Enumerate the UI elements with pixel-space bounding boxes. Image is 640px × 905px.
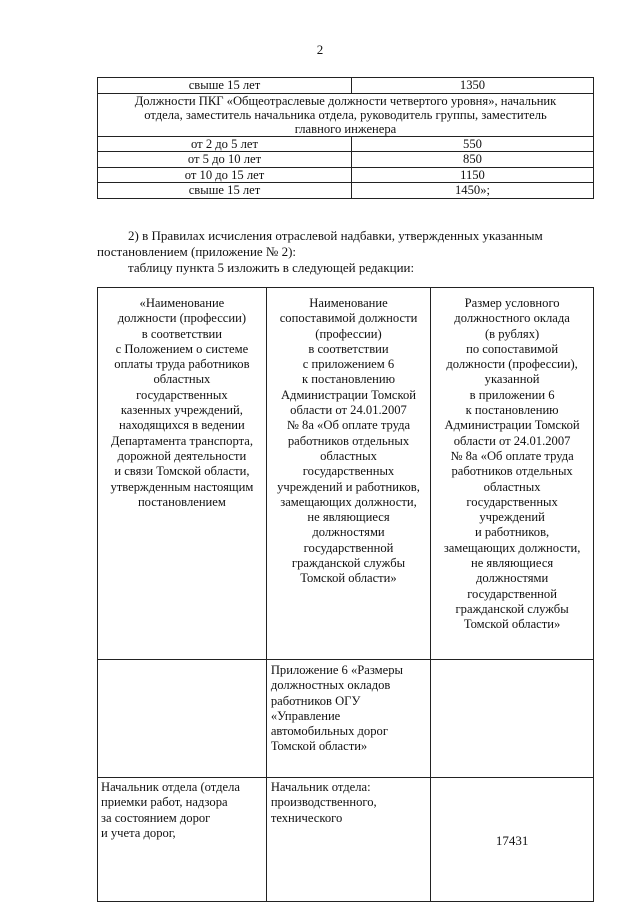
header-line: замещающих должности, bbox=[280, 494, 417, 509]
group-header-line: отдела, заместитель начальника отдела, руководитель группы, заместитель bbox=[144, 107, 547, 122]
header-line: должностного оклада bbox=[454, 311, 570, 326]
header-line: Наименование bbox=[309, 296, 388, 310]
header-line: должностями bbox=[475, 571, 549, 586]
comparable-position-cell bbox=[266, 778, 430, 902]
paragraph-line: 2) в Правилах исчисления отраслевой надбавки, утвержденных указанным bbox=[128, 228, 543, 243]
header-line: к постановлению bbox=[465, 403, 559, 418]
header-line: должности (профессии), bbox=[446, 357, 578, 372]
period-cell: свыше 15 лет bbox=[98, 78, 352, 94]
amount-cell: 1150 bbox=[352, 167, 594, 183]
header-line: гражданской службы bbox=[291, 556, 406, 571]
header-line: № 8а «Об оплате труда bbox=[286, 418, 411, 433]
table-header-row bbox=[98, 288, 594, 660]
appendix-cell bbox=[266, 660, 430, 778]
appendix-line: «Управление bbox=[270, 708, 341, 723]
table-row bbox=[98, 183, 594, 199]
period-cell: свыше 15 лет bbox=[98, 183, 352, 199]
header-line: гражданской службы bbox=[455, 601, 569, 616]
appendix-line: Томской области» bbox=[270, 739, 368, 754]
header-line: Департамента транспорта, bbox=[110, 433, 253, 448]
period-cell: от 5 до 10 лет bbox=[98, 152, 352, 168]
header-line: не являющиеся bbox=[470, 556, 554, 571]
header-line: области от 24.01.2007 bbox=[453, 433, 571, 448]
cell-line: производственного, bbox=[270, 795, 377, 810]
group-header-line: главного инженера bbox=[294, 121, 397, 136]
header-line: областных bbox=[153, 372, 211, 387]
header-line: и работников, bbox=[475, 525, 550, 540]
header-line: с приложением 6 bbox=[302, 357, 395, 372]
header-line: (в рублях) bbox=[484, 326, 540, 341]
appendix-row bbox=[98, 660, 594, 778]
header-cell-salary bbox=[431, 288, 594, 660]
header-line: по сопоставимой bbox=[466, 341, 559, 356]
position-salary-table bbox=[97, 287, 594, 902]
table-intro-paragraph: таблицу пункта 5 изложить в следующей редакции: bbox=[128, 260, 415, 275]
header-line: и связи Томской области, bbox=[114, 464, 250, 479]
header-line: Томской области» bbox=[463, 617, 561, 632]
group-header-cell bbox=[98, 93, 594, 136]
table-row bbox=[98, 152, 594, 168]
paragraph-line: постановлением (приложение № 2): bbox=[97, 243, 297, 259]
header-line: (профессии) bbox=[315, 326, 382, 341]
header-line: оплаты труда работников bbox=[114, 357, 250, 372]
allowance-table bbox=[97, 77, 594, 199]
header-line: № 8а «Об оплате труда bbox=[450, 448, 574, 463]
appendix-line: Приложение 6 «Размеры bbox=[270, 663, 404, 677]
header-line: учреждений bbox=[479, 510, 545, 525]
salary-cell: 17431 bbox=[431, 778, 594, 902]
header-line: учреждений и работников, bbox=[277, 479, 420, 494]
cell-line: технического bbox=[270, 810, 343, 825]
group-header-line: Должности ПКГ «Общеотраслевые должности четвертого уровня», начальник bbox=[134, 93, 557, 108]
header-line: областных bbox=[483, 479, 541, 494]
header-line: казенных учреждений, bbox=[120, 403, 243, 418]
header-line: Администрации Томской bbox=[444, 418, 580, 433]
cell-line: за состоянием дорог bbox=[101, 810, 211, 825]
header-line: области от 24.01.2007 bbox=[290, 403, 407, 418]
header-line: утвержденным настоящим bbox=[110, 479, 254, 494]
header-line: работников отдельных bbox=[451, 464, 573, 479]
cell-line: Начальник отдела: bbox=[270, 780, 371, 794]
header-line: в соответствии bbox=[308, 341, 389, 356]
table-row bbox=[98, 78, 594, 94]
header-line: Администрации Томской bbox=[280, 387, 417, 402]
empty-cell bbox=[431, 660, 594, 778]
header-line: государственной bbox=[303, 540, 394, 555]
header-line: в приложении 6 bbox=[469, 387, 555, 402]
period-cell: от 10 до 15 лет bbox=[98, 167, 352, 183]
table-row bbox=[98, 167, 594, 183]
amount-cell: 850 bbox=[352, 152, 594, 168]
amount-cell: 1450»; bbox=[352, 183, 594, 199]
header-line: дорожной деятельности bbox=[117, 448, 247, 463]
header-line: указанной bbox=[484, 372, 540, 387]
amount-cell: 1350 bbox=[352, 78, 594, 94]
amendment-paragraph bbox=[97, 228, 594, 259]
header-line: государственных bbox=[302, 464, 395, 479]
cell-line: и учета дорог, bbox=[101, 825, 176, 840]
table-row bbox=[98, 136, 594, 152]
group-header-row bbox=[98, 93, 594, 136]
header-line: сопоставимой должности bbox=[279, 311, 418, 326]
header-line: замещающих должности, bbox=[443, 540, 581, 555]
position-cell bbox=[98, 778, 267, 902]
cell-line: Начальник отдела (отдела bbox=[101, 780, 241, 794]
period-cell: от 2 до 5 лет bbox=[98, 136, 352, 152]
header-line: работников отдельных bbox=[287, 433, 410, 448]
header-line: не являющиеся bbox=[307, 510, 390, 525]
header-line: в соответствии bbox=[141, 326, 223, 341]
header-line: Размер условного bbox=[464, 296, 560, 310]
header-line: государственных bbox=[466, 494, 558, 509]
header-cell-comparable-position bbox=[266, 288, 430, 660]
appendix-line: автомобильных дорог bbox=[270, 724, 388, 739]
header-line: с Положением о системе bbox=[115, 341, 249, 356]
header-line: должности (профессии) bbox=[117, 311, 247, 326]
header-line: Томской области» bbox=[300, 571, 397, 586]
table-row bbox=[98, 778, 594, 902]
header-line: к постановлению bbox=[301, 372, 396, 387]
header-line: должностями bbox=[312, 525, 385, 540]
appendix-line: должностных окладов bbox=[270, 678, 391, 693]
header-line: постановлением bbox=[137, 494, 226, 509]
amount-cell: 550 bbox=[352, 136, 594, 152]
header-cell-position bbox=[98, 288, 267, 660]
cell-line: приемки работ, надзора bbox=[101, 795, 228, 810]
empty-cell bbox=[98, 660, 267, 778]
header-line: государственной bbox=[467, 586, 557, 601]
appendix-line: работников ОГУ bbox=[270, 693, 361, 708]
page-number: 2 bbox=[316, 42, 324, 57]
header-line: государственных bbox=[136, 387, 228, 402]
header-line: находящихся в ведении bbox=[119, 418, 245, 433]
header-line: «Наименование bbox=[139, 296, 225, 310]
header-line: областных bbox=[320, 448, 377, 463]
